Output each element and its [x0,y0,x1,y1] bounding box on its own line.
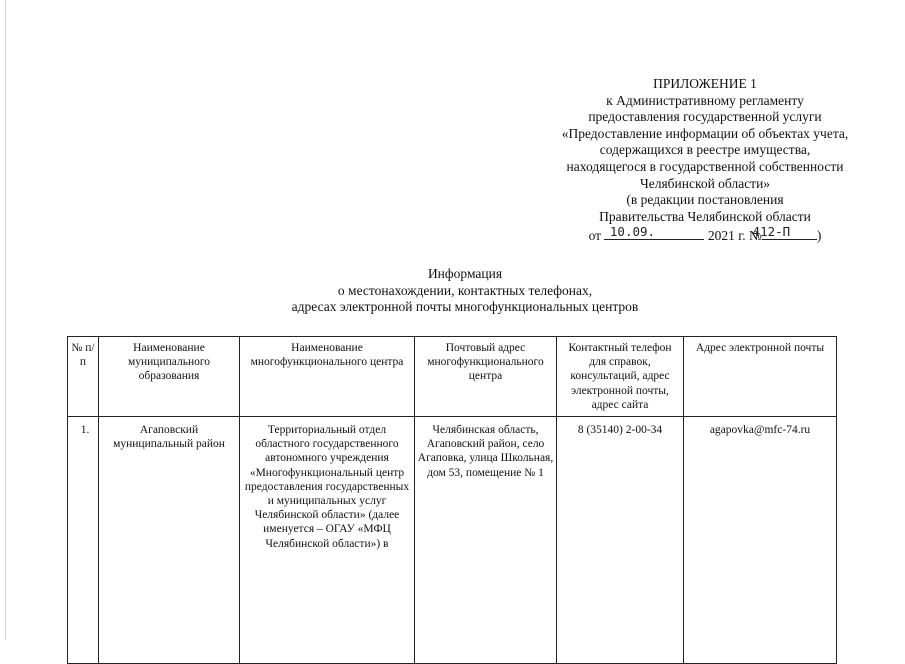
table-row [68,417,837,664]
header-center: Наименование многофункционального центра [240,337,415,417]
appendix-line: предоставления государственной услуги [588,109,822,125]
cell-center: Территориальный отдел областного государственного автономного учреждения «Многофункциональный центр предоставления государственных и муниципальных услуг Челябинской области» (далее именуется – ОГАУ «МФЦ Челябинской области») в [240,417,415,664]
appendix-header [520,76,890,245]
resolution-dateline [520,225,890,245]
date-fill-line [604,225,704,240]
close-paren: ) [816,228,822,244]
info-title-block [200,266,730,316]
cell-number: 1. [68,417,99,664]
page-edge-line [5,0,6,640]
cell-address: Челябинская область, Агаповский район, село Агаповка, улица Школьная, дом 53, помещение № 1 [415,417,557,664]
year-text: 2021 г. № [707,228,762,244]
handwritten-number: 412-П [752,224,791,240]
header-address: Почтовый адрес многофункционального центра [415,337,557,417]
header-email: Адрес электронной почты [684,337,837,417]
table-header-row [68,337,837,417]
info-subheading: адресах электронной почты многофункциональных центров [291,299,639,314]
info-heading: Информация [427,266,503,281]
cell-email: agapovka@mfc-74.ru [684,417,837,664]
mfc-table [67,336,837,664]
header-phone: Контактный телефон для справок, консультаций, адрес электронной почты, адрес сайта [557,337,684,417]
info-subheading: о местонахождении, контактных телефонах, [337,282,593,298]
cell-municipality: Агаповский муниципальный район [99,417,240,664]
header-municipality: Наименование муниципального образования [99,337,240,417]
date-prefix: от [588,228,602,244]
appendix-title: ПРИЛОЖЕНИЕ 1 [653,76,757,91]
appendix-line: к Административному регламенту [606,92,804,108]
appendix-line: Челябинской области» [639,175,771,191]
appendix-line: (в редакции постановления [626,192,784,208]
cell-phone: 8 (35140) 2-00-34 [557,417,684,664]
appendix-line: «Предоставление информации об объектах учета, [561,125,849,141]
appendix-line: Правительства Челябинской области [599,208,811,224]
appendix-line: содержащихся в реестре имущества, [599,142,811,158]
appendix-line: находящегося в государственной собственности [566,158,844,174]
number-fill-line [752,224,817,240]
handwritten-date: 10.09. [609,224,656,240]
header-number: № п/п [68,337,99,417]
